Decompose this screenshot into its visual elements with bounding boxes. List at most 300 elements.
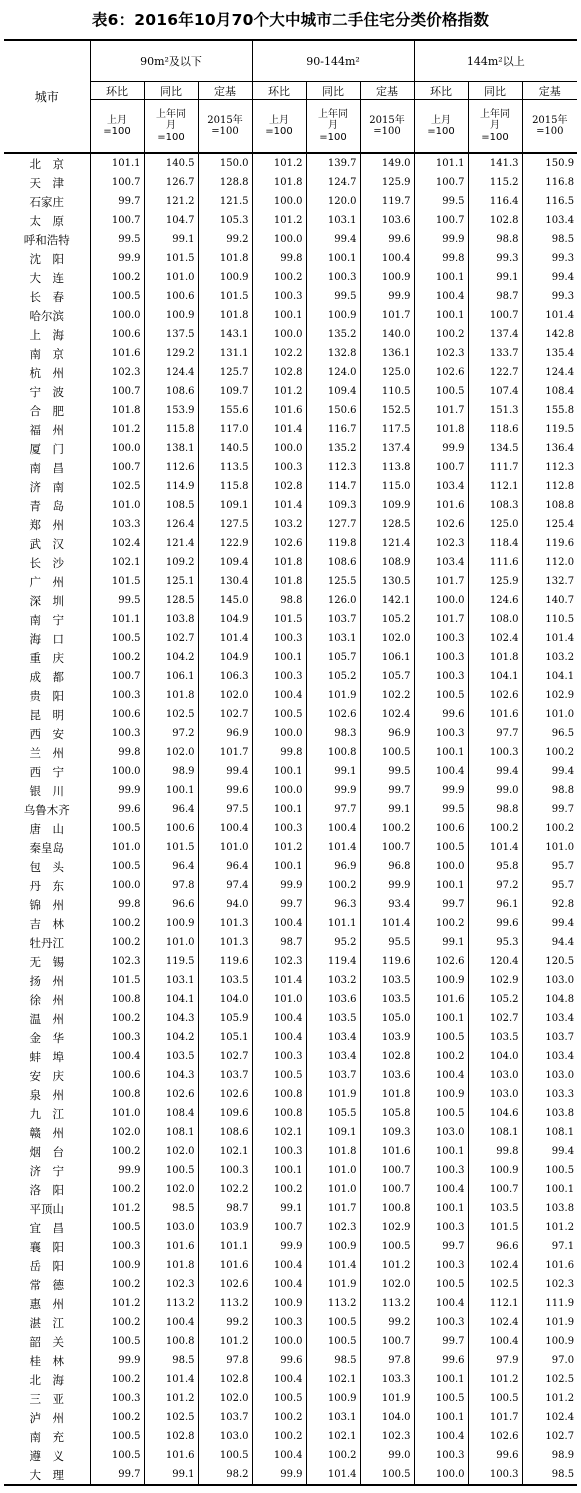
index-value: 99.8 (90, 743, 144, 762)
index-value: 99.8 (90, 895, 144, 914)
index-value: 100.7 (468, 306, 522, 325)
index-value: 101.8 (252, 572, 306, 591)
index-value: 101.0 (144, 933, 198, 952)
index-value: 100.5 (360, 1237, 414, 1256)
city-name: 洛 阳 (29, 1182, 64, 1197)
index-value: 100.7 (90, 173, 144, 192)
index-value: 99.7 (414, 1237, 468, 1256)
index-value: 105.0 (360, 1009, 414, 1028)
index-value: 99.6 (360, 230, 414, 249)
index-value: 122.9 (198, 534, 252, 553)
index-value: 99.9 (252, 1237, 306, 1256)
index-value: 96.6 (468, 1237, 522, 1256)
index-value: 97.8 (144, 876, 198, 895)
index-value: 125.9 (360, 173, 414, 192)
index-value: 102.6 (144, 1085, 198, 1104)
city-name: 平顶山 (29, 1201, 64, 1216)
index-value: 99.6 (468, 914, 522, 933)
index-value: 102.7 (198, 1047, 252, 1066)
index-value: 125.7 (198, 363, 252, 382)
table-row (4, 1218, 577, 1237)
index-value: 103.6 (360, 1066, 414, 1085)
table-row (4, 1066, 577, 1085)
index-value: 101.9 (306, 1275, 360, 1294)
index-value: 100.2 (522, 819, 577, 838)
index-value: 99.7 (414, 1332, 468, 1351)
index-value: 101.2 (522, 1218, 577, 1237)
index-value: 102.6 (252, 534, 306, 553)
index-value: 100.2 (360, 819, 414, 838)
index-value: 100.9 (306, 1389, 360, 1408)
table-row (4, 1256, 577, 1275)
index-value: 98.7 (252, 933, 306, 952)
index-value: 103.2 (522, 648, 577, 667)
index-value: 100.2 (306, 1446, 360, 1465)
index-value: 104.1 (144, 990, 198, 1009)
index-value: 102.3 (90, 363, 144, 382)
index-value: 108.3 (468, 496, 522, 515)
city-name: 遵 义 (29, 1448, 64, 1463)
index-value: 99.5 (306, 287, 360, 306)
index-value: 103.8 (522, 1104, 577, 1123)
index-value: 108.9 (360, 553, 414, 572)
index-value: 125.5 (306, 572, 360, 591)
index-value: 100.3 (252, 1142, 306, 1161)
table-row (4, 287, 577, 306)
table-row (4, 382, 577, 401)
table-row (4, 1123, 577, 1142)
index-value: 95.5 (360, 933, 414, 952)
index-value: 102.8 (198, 1370, 252, 1389)
index-value: 105.2 (468, 990, 522, 1009)
table-row (4, 230, 577, 249)
table-row (4, 819, 577, 838)
index-value: 93.4 (360, 895, 414, 914)
index-value: 100.5 (414, 1028, 468, 1047)
index-value: 102.5 (468, 1275, 522, 1294)
index-value: 108.4 (522, 382, 577, 401)
index-value: 99.6 (414, 705, 468, 724)
index-value: 100.1 (252, 1161, 306, 1180)
index-value: 101.4 (468, 838, 522, 857)
index-value: 99.1 (252, 1199, 306, 1218)
index-value: 99.5 (414, 800, 468, 819)
index-value: 120.5 (522, 952, 577, 971)
city-name: 桂 林 (29, 1353, 64, 1368)
index-value: 99.4 (522, 1142, 577, 1161)
index-value: 101.5 (198, 287, 252, 306)
index-value: 100.4 (414, 762, 468, 781)
index-value: 98.5 (144, 1199, 198, 1218)
index-value: 100.2 (414, 914, 468, 933)
index-value: 100.4 (252, 1028, 306, 1047)
index-value: 138.1 (144, 439, 198, 458)
sub-header-yoy: 同比 (306, 82, 360, 100)
index-value: 103.1 (306, 629, 360, 648)
index-value: 102.8 (252, 363, 306, 382)
index-value: 101.3 (198, 914, 252, 933)
table-row (4, 1142, 577, 1161)
index-value: 99.1 (144, 1465, 198, 1485)
index-value: 114.9 (144, 477, 198, 496)
index-value: 101.4 (360, 914, 414, 933)
city-name: 福 州 (29, 422, 64, 437)
table-row (4, 306, 577, 325)
index-value: 100.2 (306, 876, 360, 895)
index-value: 101.1 (198, 1237, 252, 1256)
city-name: 南 京 (29, 346, 64, 361)
index-value: 99.5 (90, 230, 144, 249)
index-value: 105.7 (306, 648, 360, 667)
index-value: 101.0 (90, 1104, 144, 1123)
index-value: 108.6 (198, 1123, 252, 1142)
index-value: 96.4 (144, 857, 198, 876)
index-value: 105.7 (360, 667, 414, 686)
index-value: 115.2 (468, 173, 522, 192)
index-value: 98.5 (522, 1465, 577, 1485)
index-value: 92.8 (522, 895, 577, 914)
index-value: 100.5 (90, 629, 144, 648)
city-name: 北 京 (29, 156, 64, 171)
index-value: 103.7 (198, 1408, 252, 1427)
index-value: 124.4 (522, 363, 577, 382)
index-value: 101.2 (144, 1389, 198, 1408)
index-value: 101.2 (252, 153, 306, 173)
index-value: 100.1 (414, 268, 468, 287)
index-value: 103.4 (414, 477, 468, 496)
base-header-prev-year: 上年同 月 =100 (306, 100, 360, 154)
index-value: 101.2 (90, 1199, 144, 1218)
index-value: 100.3 (414, 724, 468, 743)
index-value: 103.2 (306, 971, 360, 990)
sub-header-base: 定基 (360, 82, 414, 100)
index-value: 98.3 (306, 724, 360, 743)
index-value: 150.0 (198, 153, 252, 173)
index-value: 100.4 (198, 819, 252, 838)
index-value: 99.9 (252, 1465, 306, 1485)
index-value: 100.6 (144, 819, 198, 838)
index-value: 108.6 (306, 553, 360, 572)
index-value: 100.4 (360, 249, 414, 268)
index-value: 102.5 (522, 1370, 577, 1389)
index-value: 115.0 (360, 477, 414, 496)
table-title: 表6：2016年10月70个大中城市二手住宅分类价格指数 (91, 11, 490, 29)
city-name: 韶 关 (29, 1334, 64, 1349)
city-name: 天 津 (29, 175, 64, 190)
index-value: 103.3 (522, 1085, 577, 1104)
index-value: 102.4 (468, 1256, 522, 1275)
index-value: 100.5 (414, 1104, 468, 1123)
index-value: 100.8 (306, 743, 360, 762)
index-value: 100.0 (252, 325, 306, 344)
city-name: 青 岛 (29, 498, 64, 513)
index-value: 102.4 (468, 1313, 522, 1332)
index-value: 116.7 (306, 420, 360, 439)
index-value: 106.3 (198, 667, 252, 686)
index-value: 97.4 (198, 876, 252, 895)
city-name: 重 庆 (29, 650, 64, 665)
index-value: 100.9 (306, 1237, 360, 1256)
index-value: 101.4 (306, 1256, 360, 1275)
index-value: 103.6 (306, 990, 360, 1009)
city-name: 昆 明 (29, 707, 64, 722)
index-value: 103.7 (522, 1028, 577, 1047)
index-value: 103.4 (522, 1047, 577, 1066)
city-name: 泸 州 (29, 1410, 64, 1425)
group-header-144-above: 144m²以上 (414, 40, 577, 82)
table-row (4, 477, 577, 496)
city-name: 济 南 (29, 479, 64, 494)
index-value: 100.1 (144, 781, 198, 800)
table-row (4, 629, 577, 648)
index-value: 103.5 (306, 1009, 360, 1028)
table-row (4, 705, 577, 724)
index-value: 104.9 (198, 610, 252, 629)
index-value: 100.2 (90, 914, 144, 933)
index-value: 100.3 (414, 1313, 468, 1332)
index-value: 100.4 (252, 686, 306, 705)
index-value: 102.0 (198, 1389, 252, 1408)
city-name: 成 都 (29, 669, 64, 684)
index-value: 125.0 (360, 363, 414, 382)
index-value: 101.4 (306, 1465, 360, 1485)
table-row (4, 344, 577, 363)
index-value: 100.5 (414, 838, 468, 857)
index-value: 100.2 (90, 1313, 144, 1332)
index-value: 110.5 (360, 382, 414, 401)
index-value: 100.3 (198, 1161, 252, 1180)
sub-header-base: 定基 (198, 82, 252, 100)
table-row (4, 401, 577, 420)
index-value: 100.0 (252, 781, 306, 800)
index-value: 109.6 (198, 1104, 252, 1123)
index-value: 108.6 (144, 382, 198, 401)
index-value: 105.8 (360, 1104, 414, 1123)
index-value: 101.5 (468, 1218, 522, 1237)
index-value: 97.7 (468, 724, 522, 743)
index-value: 103.6 (360, 211, 414, 230)
index-value: 105.5 (306, 1104, 360, 1123)
index-value: 101.0 (306, 1161, 360, 1180)
index-value: 126.4 (144, 515, 198, 534)
index-value: 98.9 (522, 1446, 577, 1465)
index-value: 99.2 (198, 1313, 252, 1332)
index-value: 100.7 (90, 382, 144, 401)
index-value: 100.1 (414, 1009, 468, 1028)
index-value: 100.5 (414, 1275, 468, 1294)
index-value: 102.1 (306, 1370, 360, 1389)
index-value: 103.7 (198, 1066, 252, 1085)
index-value: 104.8 (522, 990, 577, 1009)
index-value: 99.1 (360, 800, 414, 819)
city-name: 锦 州 (29, 897, 64, 912)
table-row (4, 1408, 577, 1427)
index-value: 100.3 (90, 1028, 144, 1047)
index-value: 100.5 (306, 1313, 360, 1332)
index-value: 97.9 (468, 1351, 522, 1370)
city-name: 银 川 (29, 783, 64, 798)
sub-header-mom: 环比 (414, 82, 468, 100)
group-header-90-below: 90m²及以下 (90, 40, 252, 82)
city-name: 杭 州 (29, 365, 64, 380)
table-row (4, 800, 577, 819)
index-value: 101.6 (198, 1256, 252, 1275)
city-name: 烟 台 (29, 1144, 64, 1159)
index-value: 112.3 (522, 458, 577, 477)
index-value: 101.4 (252, 420, 306, 439)
index-value: 100.4 (306, 819, 360, 838)
sub-header-base: 定基 (522, 82, 577, 100)
index-value: 97.1 (522, 1237, 577, 1256)
index-value: 142.8 (522, 325, 577, 344)
index-value: 112.0 (522, 553, 577, 572)
index-value: 100.4 (144, 1313, 198, 1332)
index-value: 99.6 (252, 1351, 306, 1370)
index-value: 99.5 (360, 762, 414, 781)
index-value: 101.8 (252, 553, 306, 572)
index-value: 103.0 (144, 1218, 198, 1237)
index-value: 99.6 (468, 1446, 522, 1465)
index-value: 99.8 (468, 1142, 522, 1161)
index-value: 104.9 (198, 648, 252, 667)
index-value: 101.1 (414, 153, 468, 173)
index-value: 100.1 (414, 1370, 468, 1389)
index-value: 101.9 (306, 686, 360, 705)
index-value: 100.2 (414, 325, 468, 344)
index-value: 96.4 (198, 857, 252, 876)
index-value: 116.8 (522, 173, 577, 192)
index-value: 100.9 (198, 268, 252, 287)
index-value: 100.9 (144, 914, 198, 933)
index-value: 100.1 (252, 857, 306, 876)
index-value: 104.1 (468, 667, 522, 686)
table-body (4, 153, 577, 1485)
price-index-table (4, 39, 577, 1486)
index-value: 130.5 (360, 572, 414, 591)
index-value: 100.3 (90, 1237, 144, 1256)
index-value: 100.3 (468, 743, 522, 762)
index-value: 100.3 (414, 1256, 468, 1275)
index-value: 103.3 (90, 515, 144, 534)
index-value: 101.7 (360, 306, 414, 325)
index-value: 121.2 (144, 192, 198, 211)
index-value: 105.3 (198, 211, 252, 230)
base-header-prev-year: 上年同 月 =100 (468, 100, 522, 154)
index-value: 100.3 (252, 1313, 306, 1332)
index-value: 100.4 (414, 287, 468, 306)
index-value: 102.4 (522, 1408, 577, 1427)
index-value: 100.3 (252, 458, 306, 477)
index-value: 108.1 (468, 1123, 522, 1142)
index-value: 104.2 (144, 1028, 198, 1047)
index-value: 102.4 (360, 705, 414, 724)
index-value: 101.0 (522, 838, 577, 857)
index-value: 100.2 (252, 1427, 306, 1446)
index-value: 101.0 (144, 268, 198, 287)
index-value: 100.4 (414, 1180, 468, 1199)
index-value: 102.0 (360, 629, 414, 648)
index-value: 97.2 (144, 724, 198, 743)
index-value: 100.1 (252, 800, 306, 819)
table-row (4, 173, 577, 192)
city-name: 广 州 (29, 574, 64, 589)
index-value: 101.4 (252, 496, 306, 515)
index-value: 109.4 (198, 553, 252, 572)
index-value: 99.1 (144, 230, 198, 249)
index-value: 103.5 (360, 990, 414, 1009)
table-row (4, 990, 577, 1009)
index-value: 99.3 (468, 249, 522, 268)
city-name: 唐 山 (29, 821, 64, 836)
index-value: 100.2 (90, 1009, 144, 1028)
index-value: 100.4 (90, 1047, 144, 1066)
index-value: 101.5 (144, 838, 198, 857)
index-value: 103.2 (252, 515, 306, 534)
index-value: 155.6 (198, 401, 252, 420)
index-value: 100.2 (252, 1180, 306, 1199)
index-value: 110.5 (522, 610, 577, 629)
index-value: 105.1 (198, 1028, 252, 1047)
index-value: 95.7 (522, 876, 577, 895)
index-value: 101.6 (360, 1142, 414, 1161)
index-value: 100.4 (252, 914, 306, 933)
index-value: 136.1 (360, 344, 414, 363)
city-name: 丹 东 (29, 878, 64, 893)
index-value: 99.9 (90, 1161, 144, 1180)
index-value: 155.8 (522, 401, 577, 420)
table-row (4, 1313, 577, 1332)
sub-header-yoy: 同比 (144, 82, 198, 100)
table-row (4, 1009, 577, 1028)
index-value: 119.5 (144, 952, 198, 971)
index-value: 102.9 (522, 686, 577, 705)
index-value: 102.5 (144, 705, 198, 724)
index-value: 100.2 (90, 1142, 144, 1161)
index-value: 119.6 (198, 952, 252, 971)
index-value: 100.5 (198, 1446, 252, 1465)
table-row (4, 458, 577, 477)
index-value: 103.7 (306, 610, 360, 629)
index-value: 139.7 (306, 153, 360, 173)
index-value: 99.3 (522, 249, 577, 268)
index-value: 100.1 (252, 762, 306, 781)
index-value: 104.0 (468, 1047, 522, 1066)
index-value: 101.1 (306, 914, 360, 933)
index-value: 97.8 (198, 1351, 252, 1370)
index-value: 100.5 (252, 705, 306, 724)
index-value: 100.7 (360, 1332, 414, 1351)
index-value: 101.6 (468, 705, 522, 724)
index-value: 99.7 (522, 800, 577, 819)
index-value: 113.8 (360, 458, 414, 477)
index-value: 99.2 (198, 230, 252, 249)
index-value: 102.7 (198, 705, 252, 724)
index-value: 100.4 (252, 1275, 306, 1294)
city-name: 无 锡 (29, 954, 64, 969)
index-value: 100.3 (306, 268, 360, 287)
index-value: 101.4 (252, 971, 306, 990)
table-row (4, 192, 577, 211)
index-value: 101.7 (468, 1408, 522, 1427)
index-value: 100.5 (144, 1161, 198, 1180)
index-value: 100.4 (252, 1256, 306, 1275)
index-value: 116.5 (522, 192, 577, 211)
table-row (4, 838, 577, 857)
city-name: 武 汉 (29, 536, 64, 551)
index-value: 104.6 (468, 1104, 522, 1123)
index-value: 102.6 (414, 515, 468, 534)
index-value: 101.4 (144, 1370, 198, 1389)
